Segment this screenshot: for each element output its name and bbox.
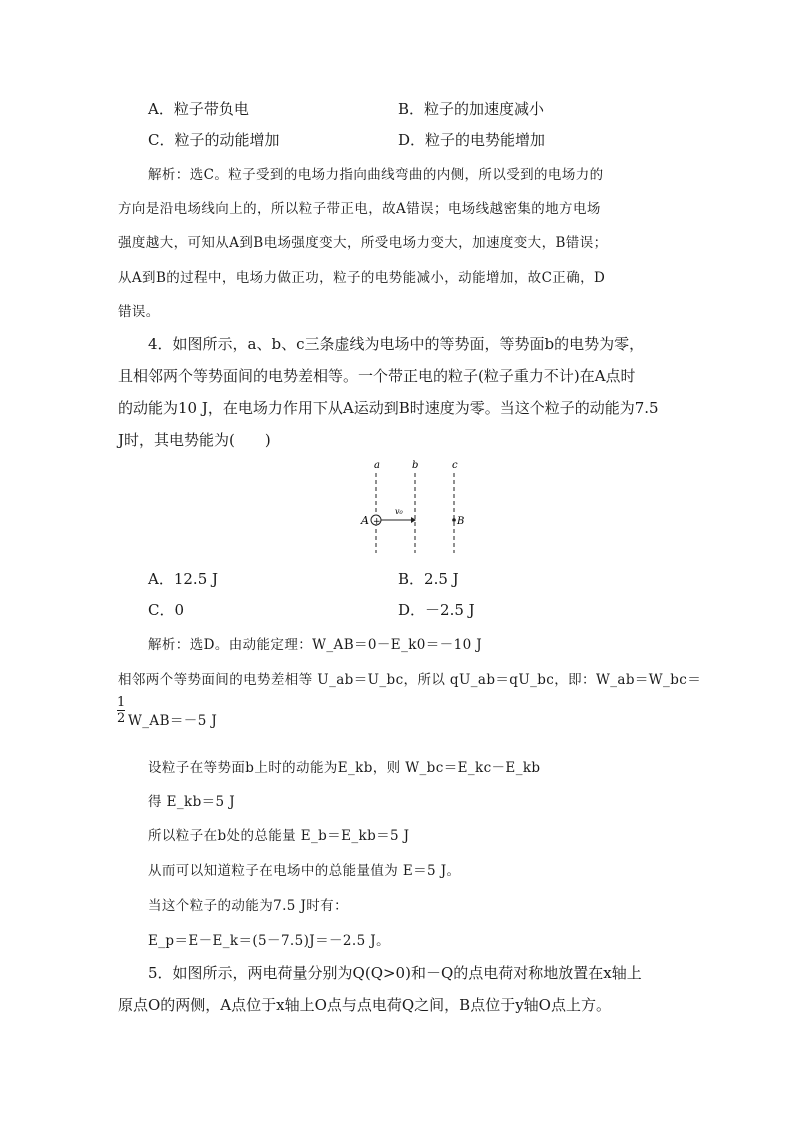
q4-option-d: D．－2.5 J (398, 601, 475, 619)
label-point-b: B (457, 516, 465, 527)
q4-explanation-line: 当这个粒子的动能为7.5 J时有： (148, 898, 348, 914)
q4-option-b: B．2.5 J (398, 570, 459, 588)
q5-stem-line: 5．如图所示，两电荷量分别为Q(Q>0)和－Q的点电荷对称地放置在x轴上 (148, 964, 642, 982)
point-b-dot (452, 518, 456, 522)
q4-explanation-line: 相邻两个等势面间的电势差相等 U_ab＝U_bc，所以 qU_ab＝qU_bc，即：W_ab＝W_bc＝ (118, 672, 702, 688)
q4-explanation-line: 得 E_kb＝5 J (148, 794, 236, 810)
q4-explanation-line: 从而可以知道粒子在电场中的总能量值为 E＝5 J。 (148, 863, 461, 879)
fraction-one-half (117, 696, 125, 725)
q3-explanation-line: 方向是沿电场线向上的，所以粒子带正电，故A错误；电场线越密集的地方电场 (118, 201, 601, 217)
q4-stem-line: 且相邻两个等势面间的电势差相等。一个带正电的粒子(粒子重力不计)在A点时 (118, 367, 636, 385)
label-v0: v₀ (395, 507, 403, 516)
q3-explanation-line: 错误。 (118, 304, 160, 320)
fraction-denominator: 2 (117, 711, 126, 726)
equipotential-figure (355, 455, 475, 555)
q4-stem-line: J时，其电势能为( ) (118, 431, 271, 449)
q3-explanation-line: 从A到B的过程中，电场力做正功，粒子的电势能减小，动能增加，故C正确，D (118, 270, 606, 286)
q4-stem-line: 4．如图所示，a、b、c三条虚线为电场中的等势面，等势面b的电势为零， (148, 335, 645, 353)
q5-stem-line: 原点O的两侧，A点位于x轴上O点与点电荷Q之间，B点位于y轴O点上方。 (118, 996, 611, 1014)
q3-option-c: C．粒子的动能增加 (148, 131, 280, 149)
q4-explanation-line: E_p＝E－E_k＝(5－7.5)J＝－2.5 J。 (148, 933, 390, 949)
q4-explanation-line: 解析：选D。由动能定理：W_AB＝0－E_k0＝－10 J (148, 637, 483, 653)
plus-sign: + (373, 517, 381, 527)
q4-option-a: A．12.5 J (148, 570, 219, 588)
q3-explanation-line: 强度越大，可知从A到B电场强度变大，所受电场力变大，加速度变大，B错误； (118, 235, 608, 251)
q3-option-d: D．粒子的电势能增加 (398, 131, 546, 149)
q3-option-b: B．粒子的加速度减小 (398, 100, 545, 118)
q4-stem-line: 的动能为10 J，在电场力作用下从A运动到B时速度为零。当这个粒子的动能为7.5 (118, 399, 659, 417)
q4-explanation-line: 所以粒子在b处的总能量 E_b＝E_kb＝5 J (148, 828, 410, 844)
q3-explanation-line: 解析：选C。粒子受到的电场力指向曲线弯曲的内侧，所以受到的电场力的 (148, 167, 604, 183)
q4-option-c: C．0 (148, 601, 185, 619)
label-c: c (452, 460, 458, 471)
q3-option-a: A．粒子带负电 (148, 100, 249, 118)
label-b: b (412, 460, 419, 471)
label-point-a: A (361, 514, 369, 527)
q4-explanation-line: 设粒子在等势面b上时的动能为E_kb，则 W_bc＝E_kc－E_kb (148, 760, 541, 776)
fraction-numerator: 1 (117, 695, 126, 710)
q4-explanation-line: W_AB＝－5 J (128, 713, 218, 729)
label-a: a (374, 460, 380, 471)
